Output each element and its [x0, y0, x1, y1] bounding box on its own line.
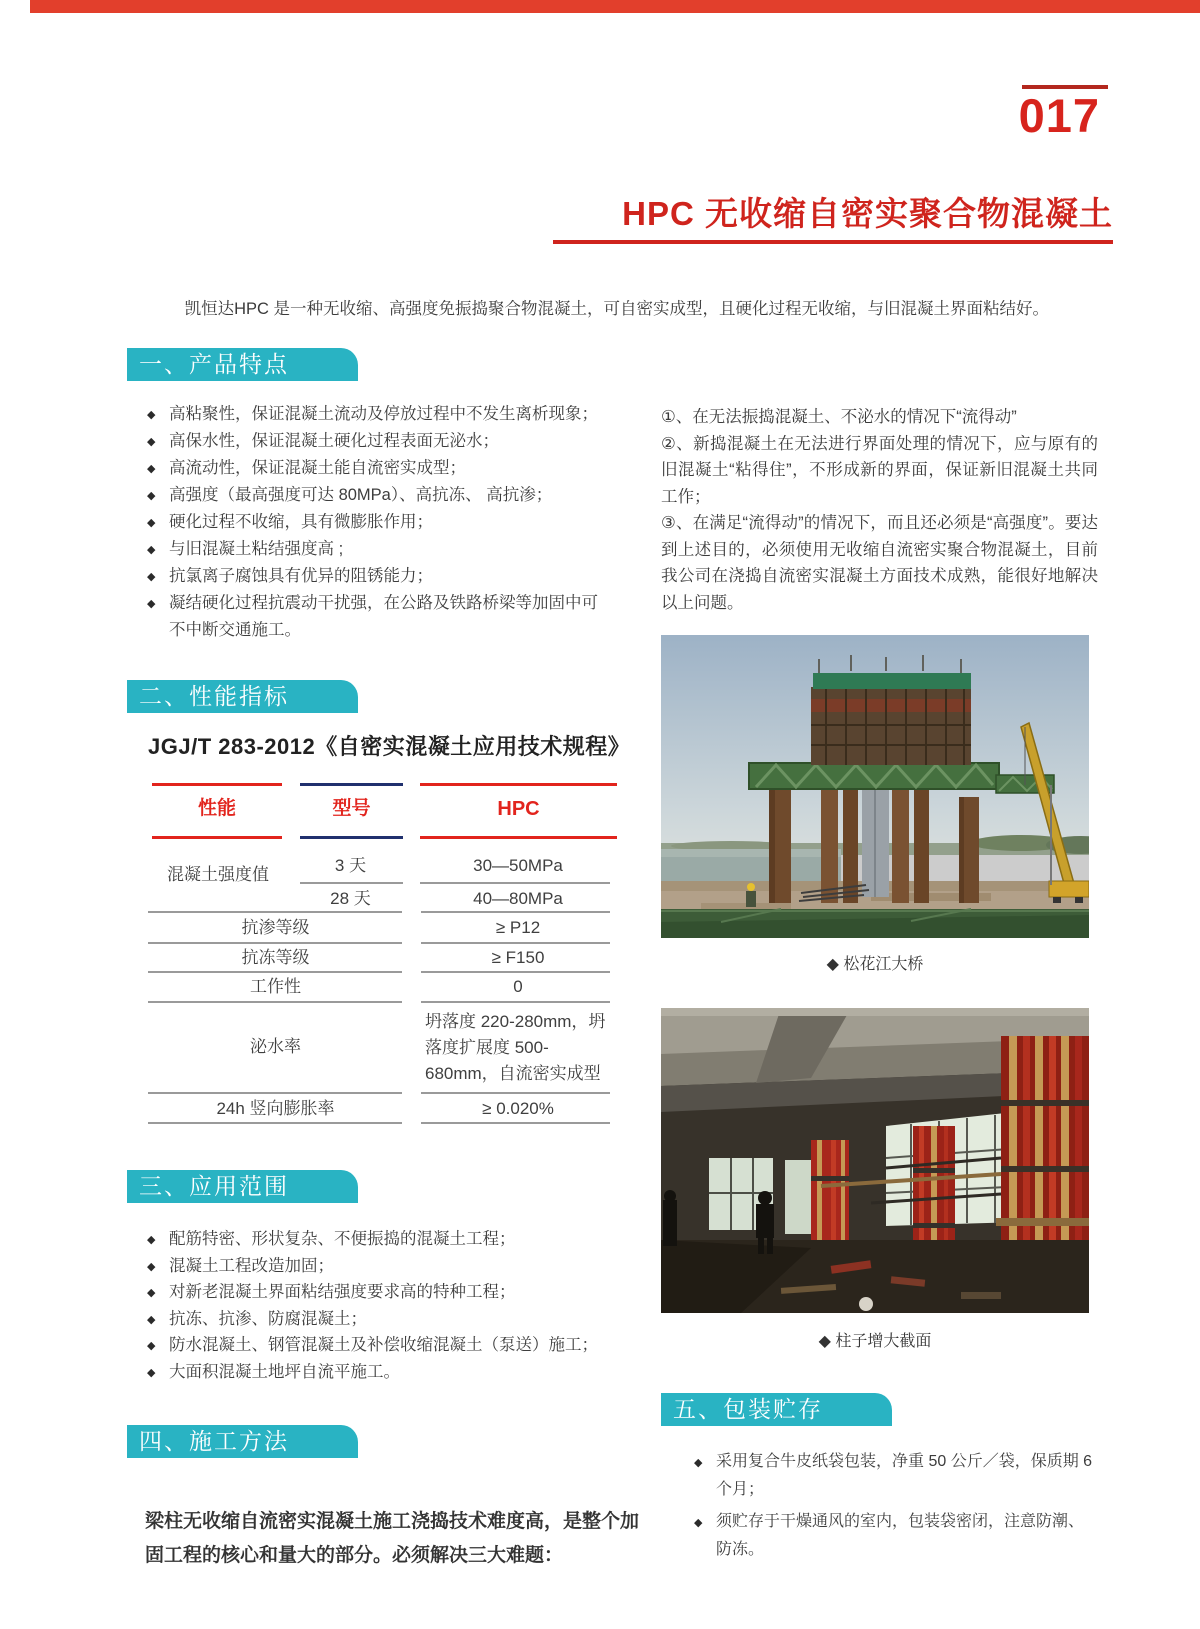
note-1: ①、在无法振捣混凝土、不泌水的情况下“流得动” — [661, 408, 1017, 426]
table-row-label: 抗渗等级 — [241, 918, 310, 937]
list-item: ◆ 高粘聚性，保证混凝土流动及停放过程中不发生离析现象； — [147, 401, 609, 428]
applications-list — [147, 1226, 627, 1385]
table-rule — [421, 1122, 610, 1124]
table-rule — [420, 783, 617, 786]
table-rule — [420, 882, 610, 884]
table-cell: 3 天 — [334, 856, 367, 875]
packaging-list — [694, 1448, 1093, 1568]
table-rule — [300, 882, 403, 884]
table-cell: 30—50MPa — [473, 856, 563, 875]
list-item: ◆ 混凝土工程改造加固； — [147, 1253, 627, 1280]
section-heading-features: 一、产品特点 — [127, 348, 358, 381]
table-title: JGJ/T 283-2012《自密实混凝土应用技术规程》 — [148, 734, 631, 759]
photo-caption: ◆ 松花江大桥 — [826, 956, 924, 973]
table-row-label: 混凝土强度值 — [167, 865, 269, 884]
list-item: ◆ 凝结硬化过程抗震动干扰强，在公路及铁路桥梁等加固中可不中断交通施工。 — [147, 590, 609, 644]
table-cell: 0 — [513, 977, 523, 996]
table-rule — [148, 1122, 402, 1124]
table-col-header: 性能 — [197, 798, 236, 819]
table-rule — [421, 911, 610, 913]
list-item: ◆ 对新老混凝土界面粘结强度要求高的特种工程； — [147, 1279, 627, 1306]
list-item: ◆ 高强度（最高强度可达 80MPa）、高抗冻、 高抗渗； — [147, 482, 609, 509]
table-rule — [148, 1001, 402, 1003]
table-cell: 28 天 — [330, 889, 371, 908]
list-item: ◆ 高保水性，保证混凝土硬化过程表面无泌水； — [147, 428, 609, 455]
page-number: 017 — [1018, 89, 1100, 142]
performance-table — [148, 781, 618, 1126]
list-item: ◆ 抗氯离子腐蚀具有优异的阻锈能力； — [147, 563, 609, 590]
table-rule — [152, 783, 282, 786]
table-rule — [421, 942, 610, 944]
table-cell: ≥ F150 — [491, 948, 545, 967]
table-row-label: 泌水率 — [250, 1037, 301, 1056]
note-2: ②、新捣混凝土在无法进行界面处理的情况下，应与原有的旧混凝土“粘得住”，不形成新的界面，保证新旧混凝土共同工作； — [661, 434, 1098, 506]
page-title-underline — [553, 240, 1113, 244]
page-title: HPC 无收缩自密实聚合物混凝土 — [622, 195, 1113, 232]
table-rule — [421, 1092, 610, 1094]
table-rule — [148, 942, 402, 944]
list-item: ◆ 与旧混凝土粘结强度高 ; — [147, 536, 609, 563]
table-rule — [148, 911, 402, 913]
list-item: ◆ 硬化过程不收缩，具有微膨胀作用； — [147, 509, 609, 536]
list-item: ◆ 须贮存于干燥通风的室内，包装袋密闭，注意防潮、防冻。 — [694, 1508, 1093, 1564]
table-cell: ≥ P12 — [495, 918, 541, 937]
table-rule — [421, 971, 610, 973]
table-row-label: 工作性 — [250, 977, 301, 996]
features-list — [147, 401, 609, 644]
section-heading-applications: 三、应用范围 — [127, 1170, 358, 1203]
column-photo-illustration — [661, 1008, 1089, 1313]
note-3: ③、在满足“流得动”的情况下，而且还必须是“高强度”。要达到上述目的，必须使用无收缩自流密实聚合物混凝土，目前我公司在浇捣自流密实混凝土方面技术成熟，能很好地解决以上问题。 — [661, 514, 1098, 612]
table-row-label: 24h 竖向膨胀率 — [216, 1099, 335, 1118]
section-heading-performance: 二、性能指标 — [127, 680, 358, 713]
table-col-header: 型号 — [332, 798, 371, 819]
list-item: ◆ 抗冻、抗渗、防腐混凝土； — [147, 1306, 627, 1333]
table-rule — [300, 836, 403, 839]
photo-caption: ◆ 柱子增大截面 — [818, 1333, 932, 1350]
table-cell: 坍落度 220-280mm，坍落度扩展度 500-680mm，自流密实成型 — [425, 1012, 606, 1083]
table-rule — [152, 836, 282, 839]
method-paragraph: 梁柱无收缩自流密实混凝土施工浇捣技术难度高，是整个加固工程的核心和量大的部分。必须解决三大难题： — [145, 1511, 640, 1566]
section-heading-packaging: 五、包装贮存 — [661, 1393, 892, 1426]
section-heading-method: 四、施工方法 — [127, 1425, 358, 1458]
list-item: ◆ 防水混凝土、钢管混凝土及补偿收缩混凝土（泵送）施工； — [147, 1332, 627, 1359]
table-cell: 40—80MPa — [473, 889, 563, 908]
table-cell: ≥ 0.020% — [482, 1099, 554, 1118]
intro-paragraph: 凯恒达HPC 是一种无收缩、高强度免振捣聚合物混凝土，可自密实成型，且硬化过程无收缩，与旧混凝土界面粘结好。 — [184, 299, 1050, 318]
list-item: ◆ 高流动性，保证混凝土能自流密实成型； — [147, 455, 609, 482]
table-col-header: HPC — [497, 798, 540, 820]
bridge-photo-illustration — [661, 635, 1089, 938]
list-item: ◆ 大面积混凝土地坪自流平施工。 — [147, 1359, 627, 1386]
table-row-label: 抗冻等级 — [241, 948, 310, 967]
table-rule — [420, 836, 617, 839]
list-item: ◆ 配筋特密、形状复杂、不便振捣的混凝土工程； — [147, 1226, 627, 1253]
table-rule — [421, 1001, 610, 1003]
top-red-bar — [30, 0, 1200, 13]
table-rule — [148, 1092, 402, 1094]
table-rule — [148, 971, 402, 973]
table-rule — [300, 783, 403, 786]
numbered-notes — [661, 404, 1098, 616]
bridge-construction-photo — [661, 635, 1089, 938]
list-item: ◆ 采用复合牛皮纸袋包装，净重 50 公斤／袋，保质期 6 个月； — [694, 1448, 1093, 1504]
column-section-photo — [661, 1008, 1089, 1313]
